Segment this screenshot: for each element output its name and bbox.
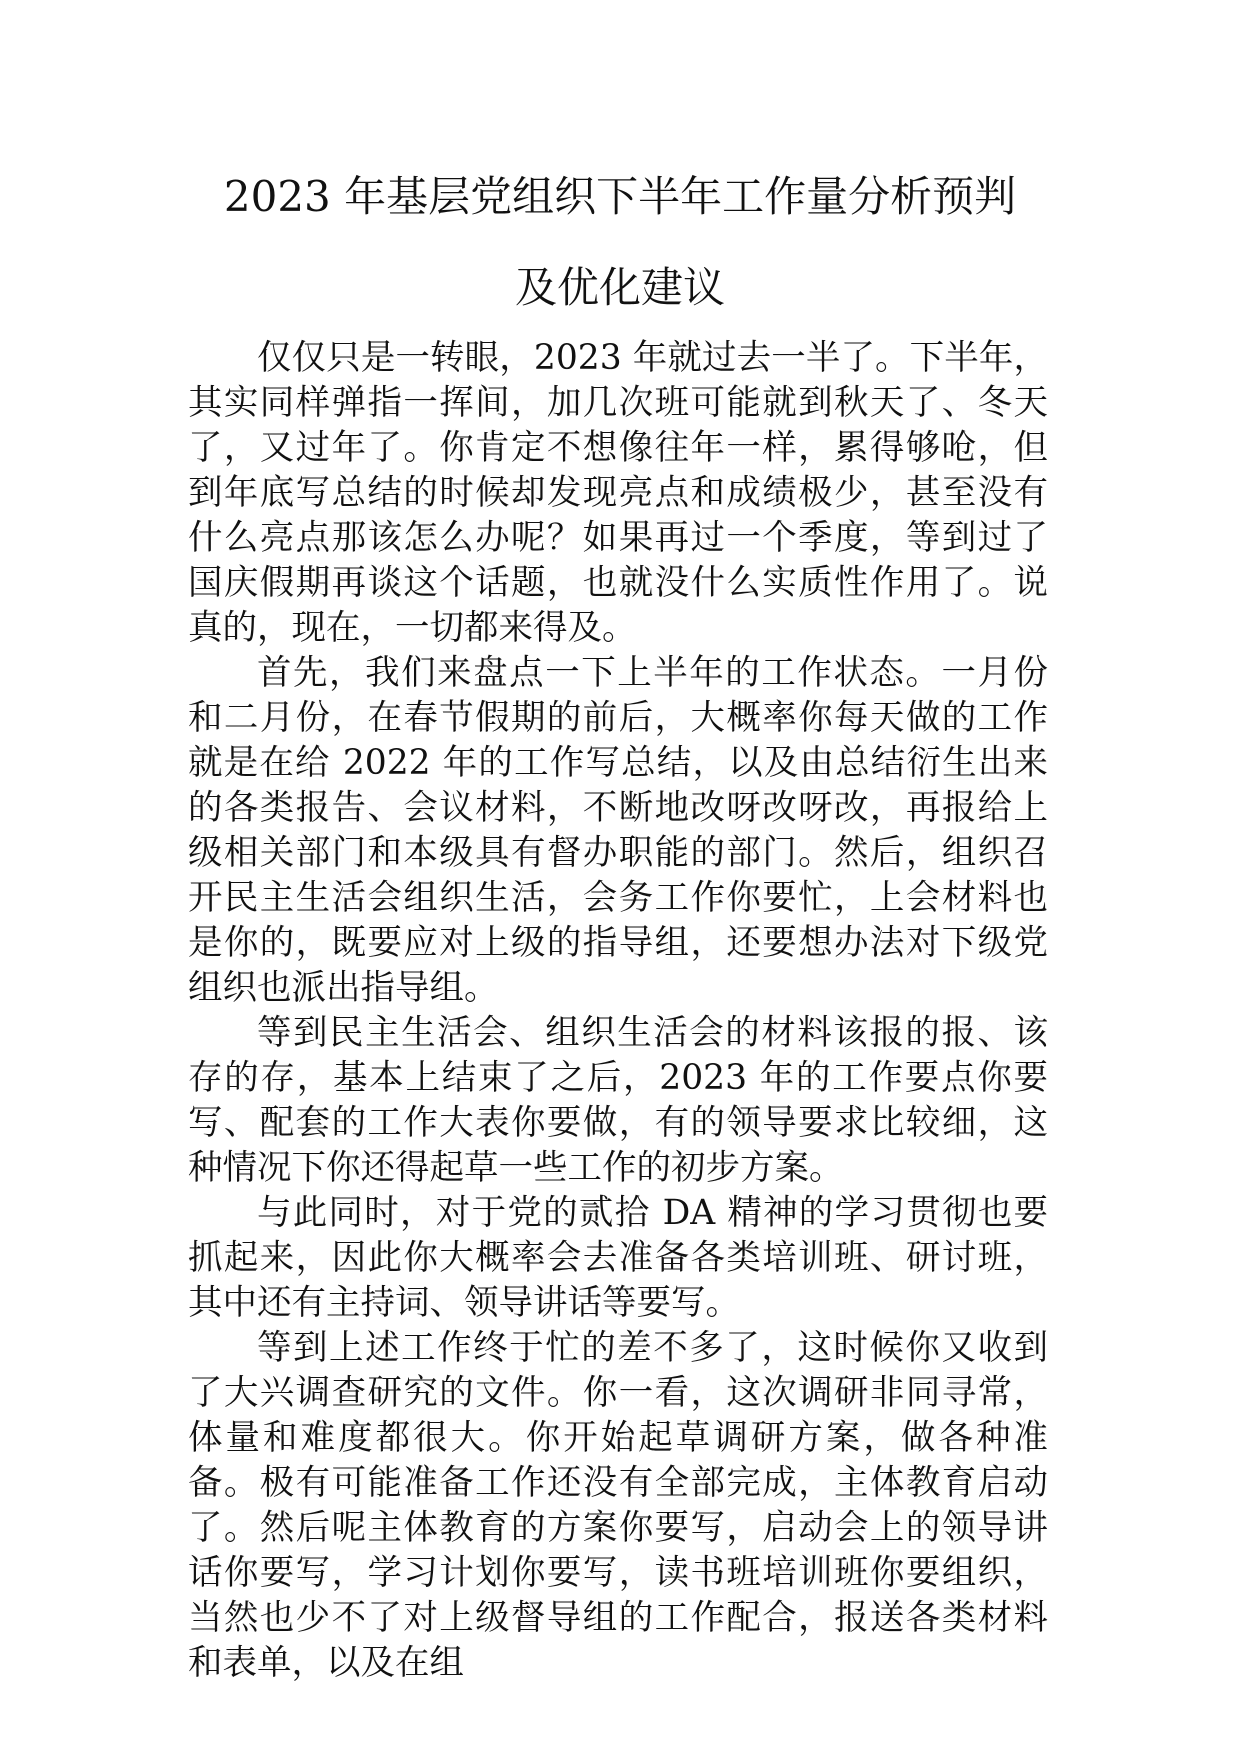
paragraph-5: 等到上述工作终于忙的差不多了，这时候你又收到了大兴调查研究的文件。你一看，这次调研非同寻常，体量和难度都很大。你开始起草调研方案，做各种准备。极有可能准备工作还没有全部完成，主体教育启动了。然后呢主体教育的方案你要写，启动会上的领导讲话你要写，学习计划你要写，读书班培训班你要组织，当然也少不了对上级督导组的工作配合，报送各类材料和表单，以及在组 [188,1328,1048,1683]
paragraph-2: 首先，我们来盘点一下上半年的工作状态。一月份和二月份，在春节假期的前后，大概率你每天做的工作就是在给 2022 年的工作写总结，以及由总结衍生出来的各类报告、会议材料，不断地改呀改呀改，再报给上级相关部门和本级具有督办职能的部门。然后，组织召开民主生活会组织生活，会务工作你要忙，上会材料也是你的，既要应对上级的指导组，还要想办法对下级党组织也派出指导组。 [188,653,1048,1008]
document-title-line-1: 2023 年基层党组织下半年工作量分析预判 [223,172,1017,221]
paragraph-1: 仅仅只是一转眼，2023 年就过去一半了。下半年，其实同样弹指一挥间，加几次班可能就到秋天了、冬天了，又过年了。你肯定不想像往年一样，累得够呛，但到年底写总结的时候却发现亮点和成绩极少，甚至没有什么亮点那该怎么办呢？如果再过一个季度，等到过了国庆假期再谈这个话题，也就没什么实质性作用了。说真的，现在，一切都来得及。 [188,338,1048,648]
paragraph-4: 与此同时，对于党的贰拾 DA 精神的学习贯彻也要抓起来，因此你大概率会去准备各类培训班、研讨班，其中还有主持词、领导讲话等要写。 [188,1193,1048,1323]
document-title-line-2: 及优化建议 [514,263,725,312]
paragraph-3: 等到民主生活会、组织生活会的材料该报的报、该存的存，基本上结束了之后，2023 年的工作要点你要写、配套的工作大表你要做，有的领导要求比较细，这种情况下你还得起草一些工作的初步方案。 [188,1013,1048,1188]
document-body [188,336,1048,1686]
